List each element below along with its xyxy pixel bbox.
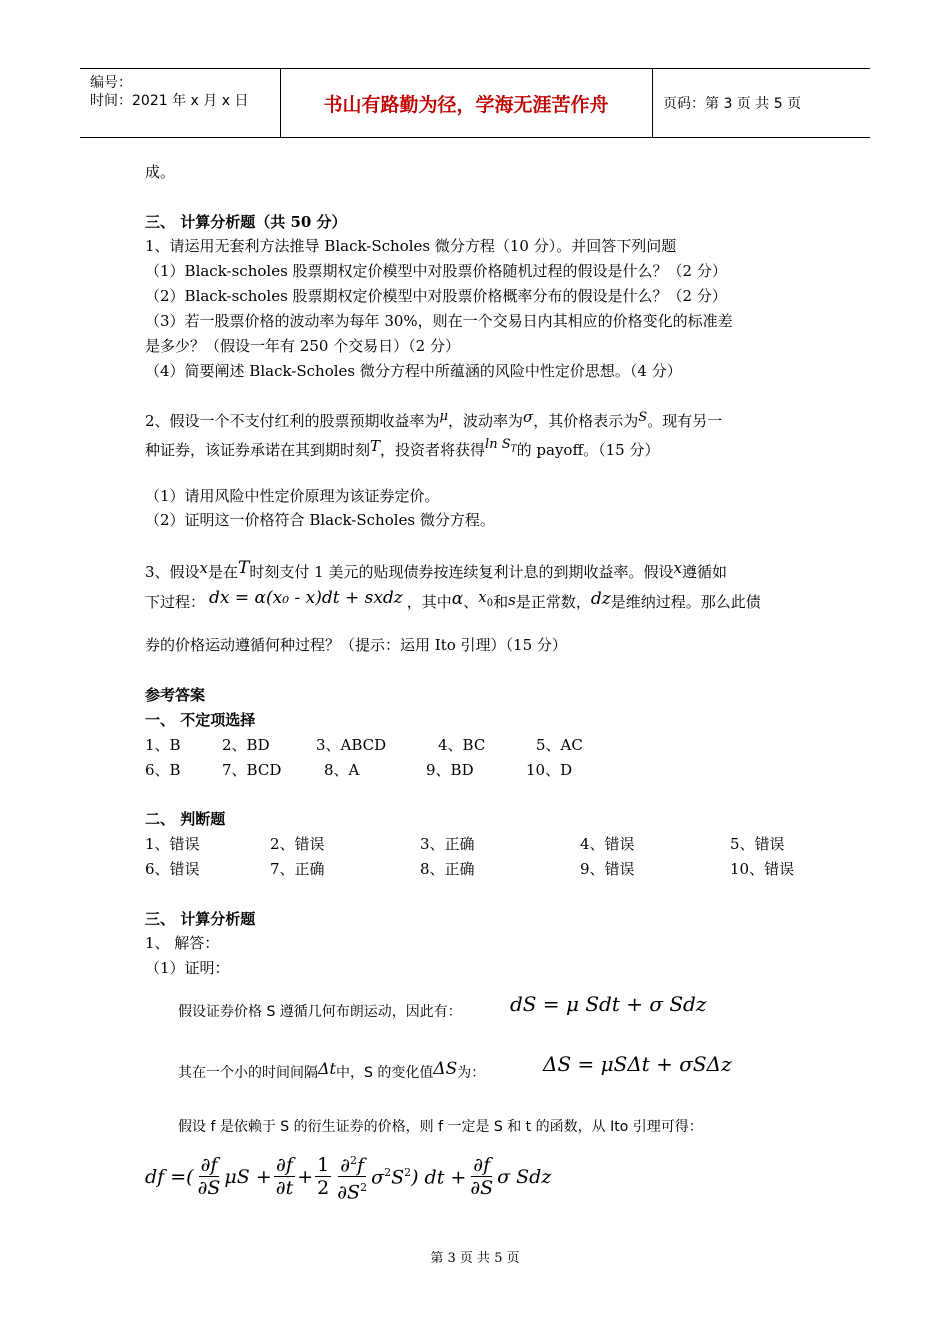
proof-para-2 (178, 1059, 486, 1083)
header-left-cell (80, 69, 281, 137)
header-center-cell (280, 69, 652, 137)
q2-line1 (145, 408, 723, 433)
motto: 书山有路勤为径，学海无涯苦作舟 (323, 93, 609, 116)
sec1-r1-c4: 4、BC (438, 736, 486, 754)
sec2-r2-c4: 9、错误 (580, 860, 635, 878)
q3-text-10: 是维纳过程。那么此债 (610, 593, 761, 611)
page-footer: 第 3 页 共 5 页 (430, 1251, 520, 1266)
q3-text-5: 下过程： (145, 593, 206, 611)
sigma-symbol: σ (523, 408, 534, 426)
ln-st-symbol (485, 437, 517, 455)
q2-text-3: ，其价格表示为 (533, 412, 639, 430)
q3-line3: 券的价格运动遵循何种过程？（提示：运用 Ito 引理）（15 分） (145, 636, 567, 654)
alpha-symbol: α (451, 589, 464, 609)
sec1-r2-c1: 6、B (145, 761, 181, 779)
s-symbol: S (638, 410, 648, 425)
answers-sec3-title: 三、 计算分析题 (145, 910, 256, 928)
proof-para-1: 假设证券价格 S 遵循几何布朗运动，因此有： (178, 1004, 462, 1020)
page-label: 页码：第 3 页 共 5 页 (663, 96, 802, 112)
q2-part2: （2）证明这一价格符合 Black-Scholes 微分方程。 (145, 511, 495, 529)
x-symbol: x (199, 559, 209, 577)
answer-1-1-label: （1）证明： (145, 959, 230, 977)
header-right-cell (652, 69, 871, 137)
t-symbol-2: T (238, 558, 250, 578)
q1-part1: （1）Black-scholes 股票期权定价模型中对股票价格随机过程的假设是什么？（2 分） (145, 262, 727, 280)
sec1-r1-c1: 1、B (145, 736, 181, 754)
q2-text-6: ，投资者将获得 (380, 441, 486, 459)
time-label: 时间：2021 年 x 月 x 日 (90, 93, 249, 109)
t-symbol: T (370, 437, 381, 455)
sec2-r1-c1: 1、错误 (145, 835, 200, 853)
q1-part2: （2）Black-scholes 股票期权定价模型中对股票价格概率分布的假设是什么？（2 分） (145, 287, 727, 305)
q3-text-8: 和 (493, 593, 509, 611)
q3-text-6: ，其中 (406, 593, 452, 611)
sec2-r1-c5: 5、错误 (730, 835, 785, 853)
q3-text-1: 3、假设 (145, 563, 200, 581)
q3-text-9: 是正常数， (515, 593, 591, 611)
p2-text-1: 其在一个小的时间间隔 (178, 1065, 318, 1081)
q3-line2 (145, 588, 761, 619)
q2-text-4: 。现有另一 (647, 412, 723, 430)
q1-part3-b: 是多少？（假设一年有 250 个交易日）（2 分） (145, 337, 460, 355)
q2-text-2: ，波动率为 (448, 412, 524, 430)
sec2-r2-c3: 8、正确 (420, 860, 475, 878)
section-3-title: 三、 计算分析题（共 50 分） (145, 213, 347, 231)
q1-part3-a: （3）若一股票价格的波动率为每年 30%，则在一个交易日内其相应的价格变化的标准差 (145, 312, 733, 330)
sec2-r1-c4: 4、错误 (580, 835, 635, 853)
sec1-r1-c2: 2、BD (222, 736, 270, 754)
proof-para-3: 假设 f 是依赖于 S 的衍生证券的价格，则 f 一定是 S 和 t 的函数，从 Ito 引理可得： (178, 1119, 703, 1135)
sec2-r2-c2: 7、正确 (270, 860, 325, 878)
sec1-r2-c5: 10、D (526, 761, 573, 779)
prev-end: 成。 (145, 163, 176, 181)
q1-title: 1、请运用无套利方法推导 Black-Scholes 微分方程（10 分）。并回答下列问题 (145, 237, 677, 255)
q2-text-7: 的 payoff。（15 分） (516, 441, 660, 459)
ln-s-sub: T (510, 444, 517, 455)
dz-symbol: dz (590, 589, 611, 609)
sec2-r1-c2: 2、错误 (270, 835, 325, 853)
sec1-r2-c4: 9、BD (426, 761, 474, 779)
eq-ito-lemma: df =( $\frac{\partial f}{\partial S}$ μS + $\frac{\partial f}{\partial t}$ + $\frac{1}{2}$ $\frac{\partial^2f}{\partial S^2}$ $\sigma^2S^2$) dt + $\frac{\partial f}{\partial S}$ σ Sdz (145, 1150, 551, 1204)
q3-equation: dx = α(x₀ - x)dt + sxdz (209, 588, 403, 608)
p2-text-3: 为： (457, 1065, 486, 1081)
eq-gbm: dS = μ Sdt + σ Sdz (510, 992, 707, 1016)
s-const-symbol: s (508, 591, 516, 609)
x0-x: x (478, 588, 487, 606)
sec1-r2-c3: 8、A (324, 761, 360, 779)
sec1-r1-c3: 3、ABCD (316, 736, 387, 754)
delta-t-symbol: Δt (318, 1059, 336, 1078)
sec2-r2-c5: 10、错误 (730, 860, 795, 878)
sec2-r1-c3: 3、正确 (420, 835, 475, 853)
x0-sub: 0 (486, 598, 494, 609)
answers-title: 参考答案 (145, 686, 206, 704)
p2-text-2: 中，S 的变化值 (335, 1065, 434, 1081)
q2-text-1: 2、假设一个不支付红利的股票预期收益率为 (145, 412, 440, 430)
q1-part4: （4）简要阐述 Black-Scholes 微分方程中所蕴涵的风险中性定价思想。（4 分） (145, 362, 682, 380)
q3-text-3: 时刻支付 1 美元的贴现债券按连续复利计息的到期收益率。假设 (249, 563, 674, 581)
q2-text-5: 种证券，该证券承诺在其到期时刻 (145, 441, 371, 459)
x0-symbol (478, 588, 494, 609)
answers-sec2-title: 二、 判断题 (145, 810, 226, 828)
q3-text-4: 遵循如 (681, 563, 727, 581)
q2-line2 (145, 437, 660, 467)
q3-text-7: 、 (463, 593, 479, 611)
answer-1-label: 1、 解答： (145, 934, 220, 952)
ln-s: ln S (485, 437, 511, 452)
sec1-r1-c5: 5、AC (536, 736, 583, 754)
mu-symbol: μ (439, 409, 448, 424)
q3-line1 (145, 558, 727, 582)
eq-delta-s: ΔS = μSΔt + σSΔz (543, 1052, 732, 1076)
page-header (80, 68, 870, 138)
sec1-r2-c2: 7、BCD (222, 761, 282, 779)
answers-sec1-title: 一、 不定项选择 (145, 711, 256, 729)
delta-s-symbol: ΔS (433, 1059, 458, 1079)
serial-label: 编号： (90, 75, 132, 91)
q3-text-2: 是在 (208, 563, 239, 581)
x-symbol-2: x (673, 559, 682, 577)
sec2-r2-c1: 6、错误 (145, 860, 200, 878)
q2-part1: （1）请用风险中性定价原理为该证券定价。 (145, 487, 440, 505)
